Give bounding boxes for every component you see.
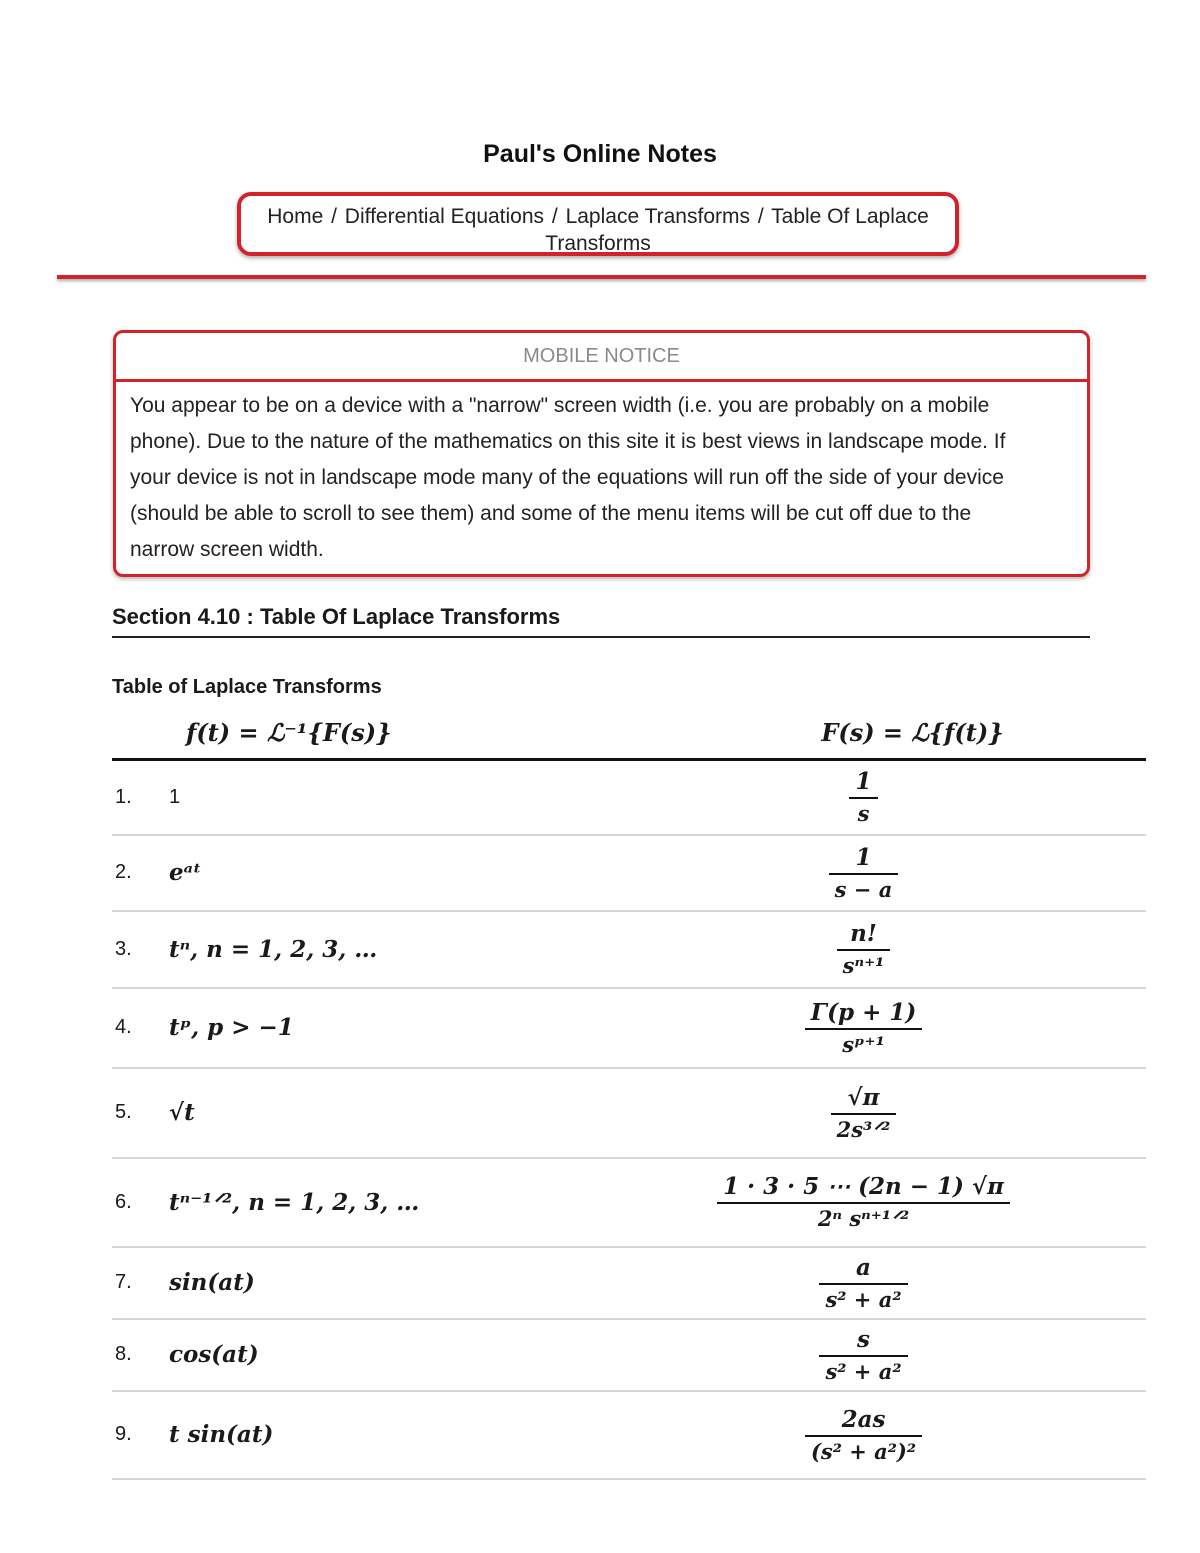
breadcrumb-separator: / — [331, 205, 337, 228]
breadcrumb-laplace-transforms-link[interactable]: Laplace Transforms — [565, 205, 750, 228]
mobile-notice — [113, 330, 1090, 577]
fraction-numerator: n! — [850, 920, 877, 947]
time-function: tⁿ, n = 1, 2, 3, … — [168, 911, 610, 988]
notice-line: narrow screen width. — [130, 538, 324, 561]
fraction-denominator: 2s³ᐟ² — [831, 1113, 897, 1142]
fraction-numerator: √π — [847, 1083, 880, 1111]
time-function: tⁿ⁻¹ᐟ², n = 1, 2, 3, … — [168, 1158, 610, 1247]
table-row — [112, 760, 1146, 835]
notice-line: (should be able to scroll to see them) and some of the menu items will be cut off due to the — [130, 502, 972, 525]
transform-cell — [610, 760, 1146, 835]
fraction-denominator: sⁿ⁺¹ — [837, 949, 891, 978]
transform-fraction — [831, 1084, 897, 1142]
transform-fraction — [829, 844, 899, 902]
table-row — [112, 1247, 1146, 1319]
table-row — [112, 1319, 1146, 1391]
mobile-notice-body — [116, 382, 1087, 568]
table-row — [112, 835, 1146, 911]
breadcrumb-home-link[interactable]: Home — [267, 205, 324, 228]
time-function: tᵖ, p > −1 — [168, 988, 610, 1068]
transform-fraction — [849, 768, 877, 826]
fraction-numerator: a — [856, 1253, 871, 1281]
transform-cell — [610, 1158, 1146, 1247]
transform-cell — [610, 1247, 1146, 1319]
row-number: 3. — [112, 911, 168, 988]
breadcrumb — [237, 192, 959, 256]
transform-cell — [610, 1319, 1146, 1391]
fraction-numerator: Γ(p + 1) — [810, 998, 917, 1026]
table-row — [112, 1068, 1146, 1158]
table-row — [112, 988, 1146, 1068]
fraction-denominator: 2ⁿ sⁿ⁺¹ᐟ² — [717, 1202, 1010, 1231]
fraction-numerator: 1 — [855, 768, 872, 796]
row-number: 9. — [112, 1391, 168, 1479]
transform-fraction — [805, 999, 922, 1057]
fraction-denominator: s − a — [829, 873, 899, 902]
time-function: √t — [168, 1068, 610, 1158]
header-divider — [57, 275, 1146, 279]
time-function: cos(at) — [168, 1319, 610, 1391]
transform-cell — [610, 1068, 1146, 1158]
table-title: Table of Laplace Transforms — [112, 676, 382, 698]
transform-fraction — [717, 1173, 1010, 1231]
breadcrumb-separator: / — [551, 205, 558, 228]
fraction-denominator: (s² + a²)² — [805, 1435, 922, 1464]
transform-fraction — [819, 1254, 907, 1312]
transform-fraction — [819, 1326, 907, 1384]
transform-cell — [610, 988, 1146, 1068]
section-title: Section 4.10 : Table Of Laplace Transforms — [112, 604, 1090, 638]
header-time-domain: f(t) = ℒ⁻¹{F(s)} — [112, 706, 610, 760]
fraction-numerator: 1 · 3 · 5 ⋯ (2n − 1) √π — [723, 1173, 1004, 1200]
row-number: 1. — [112, 760, 168, 835]
fraction-denominator: s² + a² — [819, 1283, 907, 1312]
laplace-transform-table — [112, 706, 1146, 1480]
fraction-denominator: sᵖ⁺¹ — [805, 1028, 922, 1057]
breadcrumb-separator: / — [757, 205, 764, 228]
row-number: 5. — [112, 1068, 168, 1158]
transform-cell — [610, 911, 1146, 988]
header-s-domain: F(s) = ℒ{f(t)} — [610, 706, 1146, 760]
table-row — [112, 1158, 1146, 1247]
notice-line: phone). Due to the nature of the mathematics on this site it is best views in landscape mode. If — [130, 430, 1006, 453]
time-function: eᵃᵗ — [168, 835, 610, 911]
row-number: 7. — [112, 1247, 168, 1319]
table-row — [112, 911, 1146, 988]
notice-line: You appear to be on a device with a "narrow" screen width (i.e. you are probably on a mobile — [130, 394, 990, 417]
fraction-numerator: s — [857, 1325, 870, 1353]
row-number: 2. — [112, 835, 168, 911]
breadcrumb-differential-equations-link[interactable]: Differential Equations — [344, 205, 545, 228]
transform-cell — [610, 835, 1146, 911]
mobile-notice-heading: MOBILE NOTICE — [116, 333, 1087, 382]
site-title: Paul's Online Notes — [483, 140, 717, 168]
table-header-row — [112, 706, 1146, 760]
notice-line: your device is not in landscape mode many of the equations will run off the side of your device — [130, 466, 1004, 489]
time-function: sin(at) — [168, 1247, 610, 1319]
time-function: t sin(at) — [168, 1391, 610, 1479]
fraction-numerator: 2as — [841, 1405, 886, 1433]
transform-fraction — [805, 1406, 922, 1464]
fraction-denominator: s — [849, 797, 877, 826]
transform-fraction — [837, 920, 891, 978]
breadcrumb-current-page: Table Of Laplace Transforms — [545, 205, 929, 255]
transform-cell — [610, 1391, 1146, 1479]
time-function: 1 — [168, 760, 610, 835]
fraction-numerator: 1 — [855, 843, 872, 871]
row-number: 6. — [112, 1158, 168, 1247]
table-row — [112, 1391, 1146, 1479]
row-number: 4. — [112, 988, 168, 1068]
fraction-denominator: s² + a² — [819, 1355, 907, 1384]
row-number: 8. — [112, 1319, 168, 1391]
